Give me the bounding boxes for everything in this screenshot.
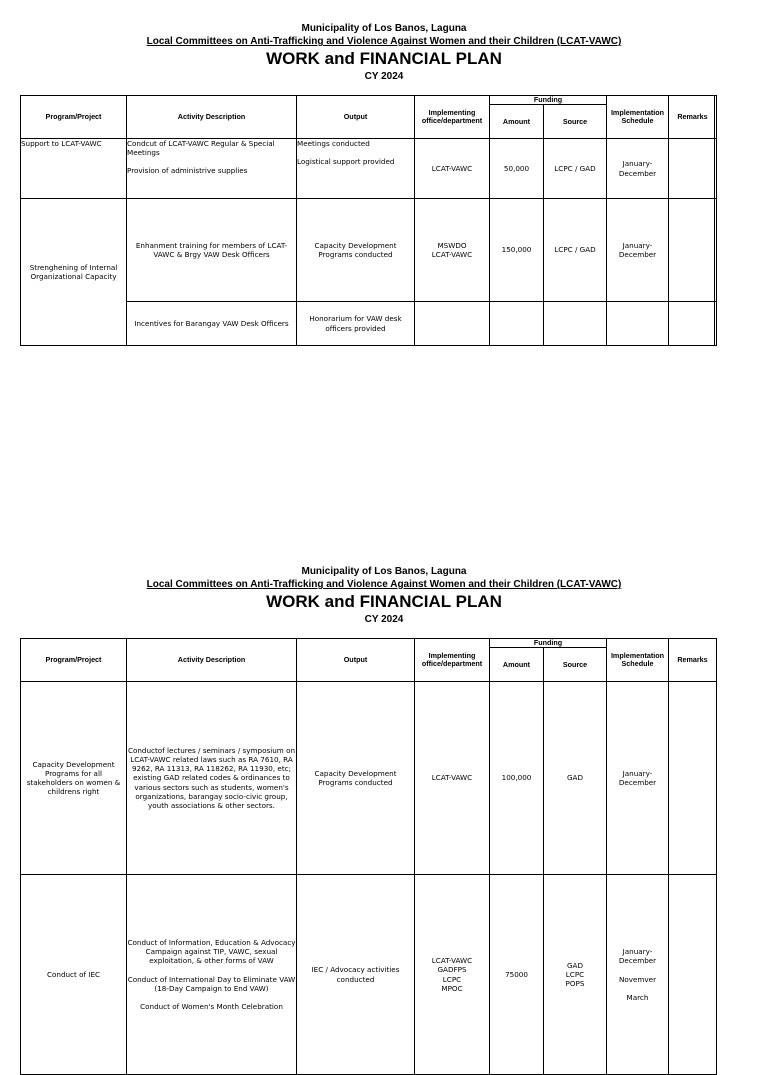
program-cell: Conduct of IEC	[21, 875, 127, 1075]
source-cell: GAD	[544, 682, 607, 875]
activity-line: Conduct of Women's Month Celebration	[140, 1001, 283, 1011]
activity-line: Condcut of LCAT-VAWC Regular & Special Meetings	[127, 139, 275, 158]
output-line: Logistical support provided	[297, 157, 395, 167]
header-amount: Amount	[490, 648, 544, 682]
output-cell: Capacity Development Programs conducted	[297, 682, 415, 875]
source-cell: LCPC / GAD	[544, 199, 607, 302]
calendar-year: CY 2024	[364, 614, 404, 625]
schedule-line: March	[626, 992, 649, 1002]
source-cell	[544, 302, 607, 346]
source-cell	[544, 875, 607, 1075]
output-cell: Capacity Development Programs conducted	[297, 199, 415, 302]
schedule-cell: January-December	[607, 199, 669, 302]
source-line: GAD	[566, 960, 584, 970]
office-cell: LCAT-VAWC	[415, 682, 490, 875]
output-cell: IEC / Advocacy activities conducted	[297, 875, 415, 1075]
header-amount: Amount	[490, 105, 544, 139]
office-cell	[415, 199, 490, 302]
remarks-cell	[669, 682, 717, 875]
work-plan-table	[20, 95, 717, 346]
header-output: Output	[297, 639, 415, 682]
source-line: POPS	[565, 979, 585, 989]
office-line: LCPC	[442, 974, 462, 984]
office-line: MSWDO	[437, 240, 467, 250]
program-cell: Capacity Development Programs for all stakeholders on women & childrens right	[21, 682, 127, 875]
amount-cell: 150,000	[490, 199, 544, 302]
schedule-line: January-December	[618, 947, 657, 966]
header-funding: Funding	[490, 96, 607, 105]
plan-title: WORK and FINANCIAL PLAN	[266, 592, 502, 611]
output-cell	[297, 139, 415, 199]
output-line: Meetings conducted	[297, 139, 370, 148]
activity-cell: Incentives for Barangay VAW Desk Officers	[127, 302, 297, 346]
amount-cell: 100,000	[490, 682, 544, 875]
header-remarks: Remarks	[669, 639, 717, 682]
activity-line: Provision of administrive supplies	[127, 166, 248, 176]
amount-cell	[490, 302, 544, 346]
work-plan-table	[20, 638, 717, 1075]
remarks-cell	[669, 302, 717, 346]
table-row	[21, 139, 717, 199]
municipality-heading: Municipality of Los Banos, Laguna	[301, 566, 467, 577]
remarks-cell	[669, 139, 717, 199]
table-row	[21, 682, 717, 875]
activity-cell: Enhanment training for members of LCAT-VAWC & Brgy VAW Desk Officers	[127, 199, 297, 302]
plan-title: WORK and FINANCIAL PLAN	[266, 49, 502, 68]
header-output: Output	[297, 96, 415, 139]
table-row	[21, 875, 717, 1075]
header-activity: Activity Description	[127, 639, 297, 682]
output-cell: Honorarium for VAW desk officers provided	[297, 302, 415, 346]
activity-line: Conduct of Information, Education & Advocacy Campaign against TIP, VAWC, sexual exploitation, & other forms of VAW	[127, 937, 296, 966]
amount-cell: 75000	[490, 875, 544, 1075]
activity-cell	[127, 139, 297, 199]
schedule-cell	[607, 875, 669, 1075]
header-source: Source	[544, 648, 607, 682]
schedule-cell	[607, 302, 669, 346]
activity-cell	[127, 875, 297, 1075]
calendar-year: CY 2024	[364, 71, 404, 82]
remarks-cell	[669, 199, 717, 302]
office-line: GADFPS	[437, 965, 467, 975]
amount-cell: 50,000	[490, 139, 544, 199]
header-program: Program/Project	[21, 96, 127, 139]
table-row	[21, 199, 717, 302]
header-program: Program/Project	[21, 639, 127, 682]
header-office: Implementing office/department	[415, 639, 490, 682]
header-activity: Activity Description	[127, 96, 297, 139]
office-cell	[415, 302, 490, 346]
office-line: LCAT-VAWC	[431, 956, 473, 966]
office-line: MPOC	[441, 983, 463, 993]
program-cell: Strenghening of Internal Organizational Capacity	[21, 199, 127, 346]
source-line: LCPC	[565, 969, 585, 979]
source-cell: LCPC / GAD	[544, 139, 607, 199]
header-schedule: Implementation Schedule	[607, 96, 669, 139]
schedule-cell: January-December	[607, 139, 669, 199]
header-funding: Funding	[490, 639, 607, 648]
remarks-cell	[669, 875, 717, 1075]
office-line: LCAT-VAWC	[431, 250, 473, 259]
office-cell: LCAT-VAWC	[415, 139, 490, 199]
header-schedule: Implementation Schedule	[607, 639, 669, 682]
program-cell: Support to LCAT-VAWC	[21, 139, 127, 199]
header-remarks: Remarks	[669, 96, 717, 139]
activity-cell: Conductof lectures / seminars / symposium on LCAT-VAWC related laws such as RA 7610, RA 9262, RA 11313, RA 118262, RA 11930, etc; existing GAD related codes & ordinances to various sectors such as students, women's organizations, barangay socio-civic group, youth associations & other sectors.	[127, 682, 297, 875]
header-office: Implementing office/department	[415, 96, 490, 139]
schedule-line: Novemver	[618, 974, 657, 984]
committee-heading: Local Committees on Anti-Trafficking and Violence Against Women and their Children (LCAT-VAWC)	[146, 36, 622, 47]
header-source: Source	[544, 105, 607, 139]
schedule-cell: January-December	[607, 682, 669, 875]
office-cell	[415, 875, 490, 1075]
municipality-heading: Municipality of Los Banos, Laguna	[301, 23, 467, 34]
committee-heading: Local Committees on Anti-Trafficking and Violence Against Women and their Children (LCAT-VAWC)	[146, 579, 622, 590]
activity-line: Conduct of International Day to Eliminate VAW (18-Day Campaign to End VAW)	[127, 974, 296, 993]
